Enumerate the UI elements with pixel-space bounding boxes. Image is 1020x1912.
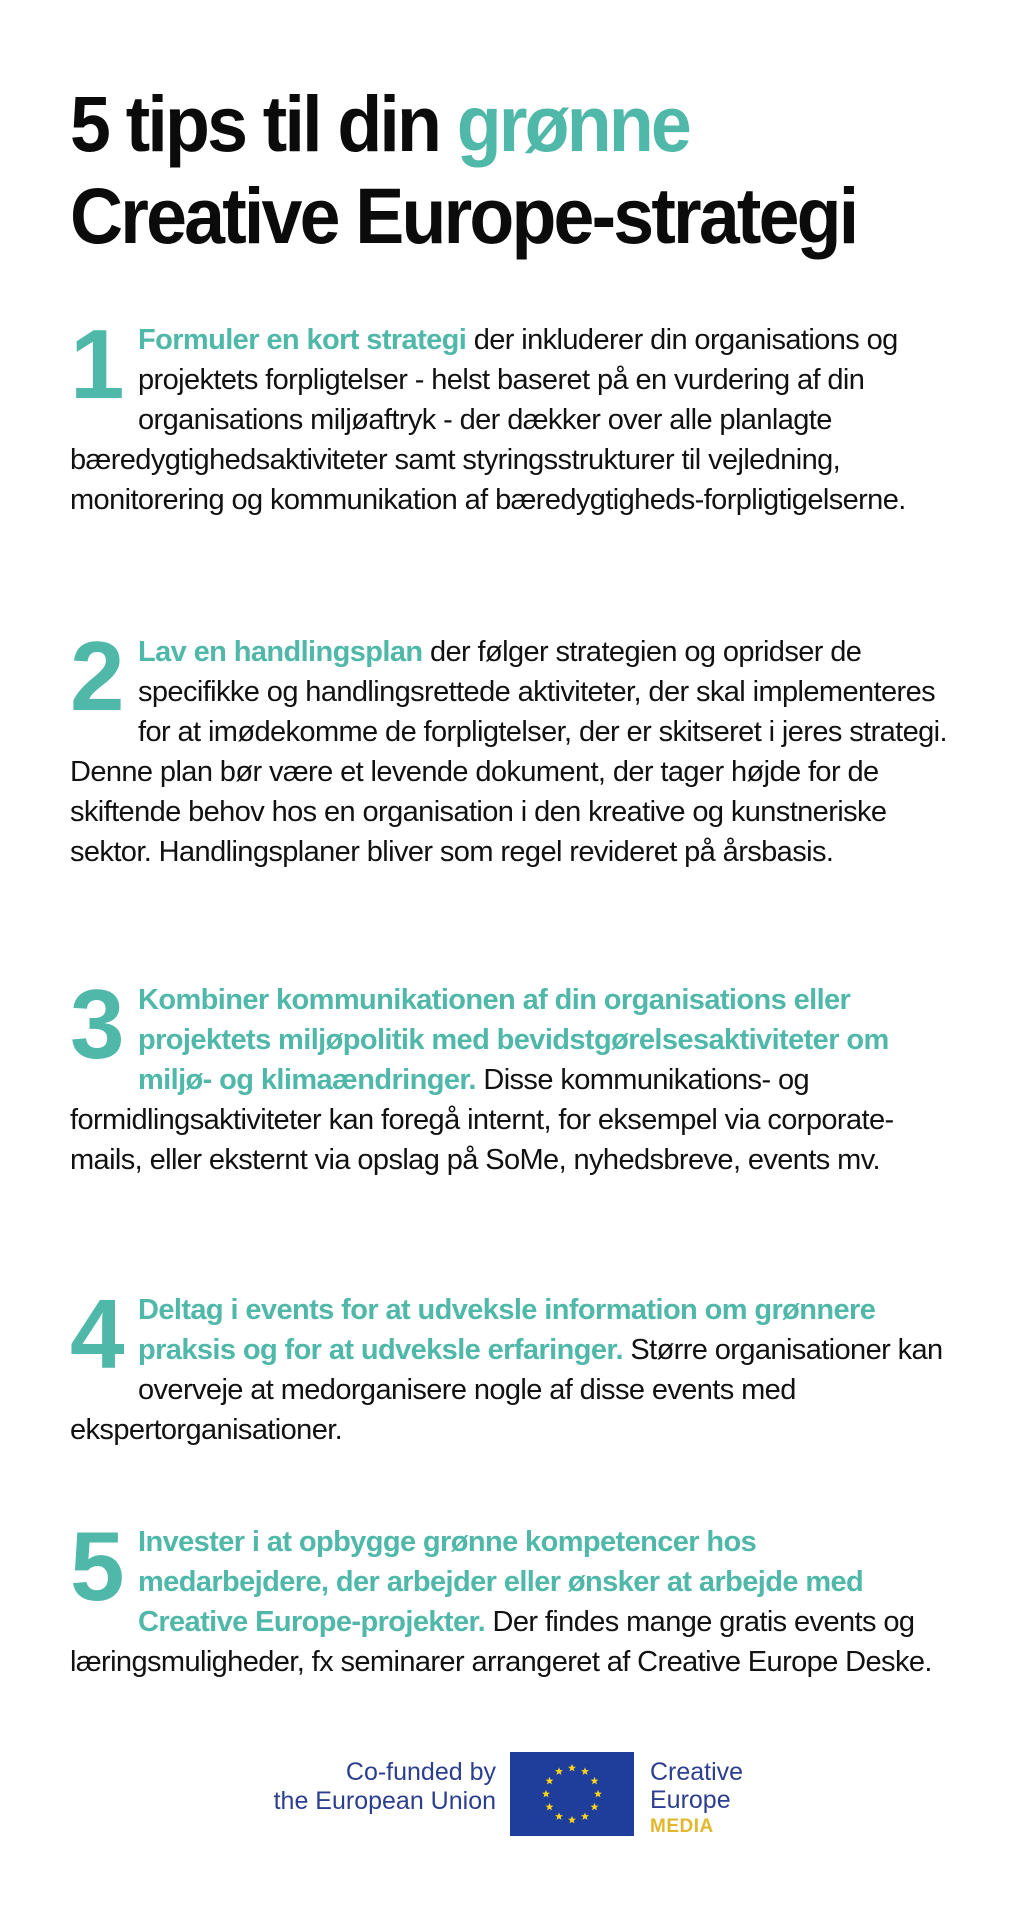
tip-3 [70,969,950,1180]
tip-body: Disse kommunikations- og formidlingsaktiviteter kan foregå internt, for eksempel via corporate-mails, eller eksternt via opslag på SoMe, nyhedsbreve, events mv. [70,1064,894,1176]
tip-number: 1 [70,309,123,419]
tip-highlight: Formuler en kort strategi [138,324,467,356]
title-prefix: 5 tips til din [70,79,457,168]
tip-highlight: Deltag i events for at udveksle information om grønnere praksis og for at udveksle erfaringer. [138,1294,876,1366]
tip-2 [70,621,950,872]
tip-highlight: Invester i at opbygge grønne kompetencer hos medarbejdere, der arbejder eller ønsker at arbejde med Creative Europe-projekter. [138,1526,864,1638]
cofunded-text [274,1758,496,1816]
tip-1 [70,309,950,520]
footer-logos [0,1752,1020,1862]
tip-body: der inkluderer din organisations og projektets forpligtelser - helst baseret på en vurdering af din organisations miljøaftryk - der dækker over alle planlagte bæredygtighedsaktiviteter samt styringsstrukturer til vejledning, monitorering og kommunikation af bæredygtigheds-forpligtigelserne. [70,324,906,516]
eu-star-icon [555,1767,563,1775]
tip-highlight: Kombiner kommunikationen af din organisations eller projektets miljøpolitik med bevidstgørelsesaktiviteter om miljø- og klimaændringer. [138,984,889,1096]
ce-line1: Creative [650,1758,744,1786]
cofunded-line1: Co-funded by [345,1758,496,1786]
eu-stars [510,1752,634,1836]
tip-body: Der findes mange gratis events og læringsmuligheder, fx seminarer arrangeret af Creative Europe Deske. [70,1606,932,1678]
tip-highlight: Lav en handlingsplan [138,636,423,668]
eu-star-icon [545,1777,553,1785]
tip-body: der følger strategien og opridser de specifikke og handlingsrettede aktiviteter, der skal implementeres for at imødekomme de forpligtelser, der er skitseret i jeres strategi. Denne plan bør være et levende dokument, der tager højde for de skiftende behov hos en organisation i den kreative og kunstneriske sektor. Handlingsplaner bliver som regel revideret på årsbasis. [70,636,947,868]
tip-number: 4 [70,1279,123,1389]
creative-europe-logo [650,1758,743,1840]
eu-star-icon [545,1803,553,1811]
eu-star-icon [555,1812,563,1820]
ce-media: MEDIA [650,1816,714,1837]
eu-star-icon [581,1812,589,1820]
eu-flag-icon [510,1752,634,1836]
tip-5 [70,1511,950,1682]
eu-star-icon [591,1803,599,1811]
tip-body: Større organisationer kan overveje at medorganisere nogle af disse events med ekspertorganisationer. [70,1334,943,1446]
tip-4 [70,1279,950,1450]
eu-star-icon [568,1764,576,1772]
tip-number: 5 [70,1511,123,1621]
eu-star-icon [591,1777,599,1785]
tip-number: 2 [70,621,123,731]
eu-star-icon [568,1816,576,1824]
eu-star-icon [594,1790,602,1798]
ce-line2: Europe [650,1786,731,1814]
page-title [70,78,907,262]
eu-star-icon [581,1767,589,1775]
title-line2: Creative Europe-strategi [70,171,857,260]
title-accent: grønne [456,79,689,168]
cofunded-line2: the European Union [273,1787,496,1815]
tip-number: 3 [70,969,123,1079]
eu-star-icon [542,1790,550,1798]
